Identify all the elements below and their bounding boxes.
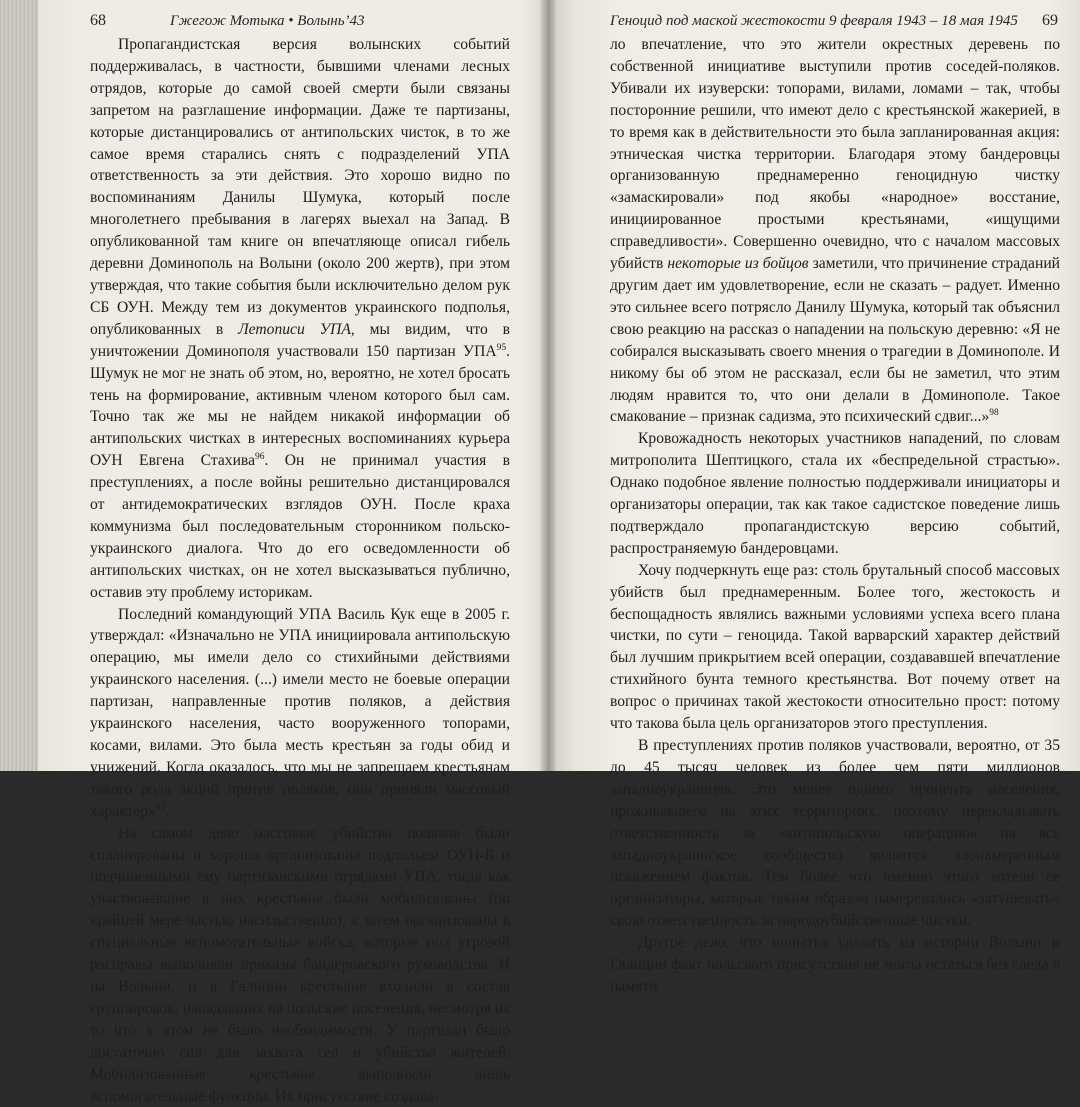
text-run: , мы видим, что в уничтожении Доминополя участвовали 150 партизан УПА: [90, 320, 510, 360]
paragraph: [610, 932, 1060, 998]
left-body-text: [90, 34, 510, 1107]
text-run: заметили, что причинение страданий другим дает им удовлетворение, если не сказать – радует. Именно это сильнее всего потрясло Данилу Шумука, который так объяснил свою реакцию на рассказ о нападении на польскую деревню: «Я не собирался высказывать своего мнения о трагедии в Доминополе. И никому бы об этом не рассказал, если бы не заметил, что этим людям нравится то, что они делали в Доминополе. Такое смакование – признак садизма, это психический сдвиг...»: [610, 255, 1061, 426]
text-run: В преступлениях против поляков участвовали, вероятно, от 35 до 45 тысяч человек из более чем пяти миллионов западноукраинцев. Это менее одного процента населения, проживавшего на этих территориях, поэтому перекладывать ответственность за «антипольскую операцию» на все западноукраинское сообщество является злонамеренным искажением фактов. Тем более что именно этого хотели ее организаторы, которые таким образом намеревались «затушевать» свою ответственность за народоубийственные чистки.: [610, 737, 1060, 930]
text-run: Пропагандистская версия волынских событий поддерживалась, в частности, бывшими членами лесных отрядов, которые до самой своей смерти были связаны запретом на разглашение информации. Даже те партизаны, которые дистанцировались от антипольских чисток, в то же самое время старались снять с подразделений УПА ответственность за эти действия. Это хорошо видно по воспоминаниям Данилы Шумука, который после многолетнего пребывания в лагерях выехал на Запад. В опубликованной там книге он впечатляюще описал гибель деревни Доминополь на Волыни (около 200 жертв), при этом утверждая, что такие события были исключительно делом рук СБ ОУН. Между тем из документов украинского подполья, опубликованных в: [90, 36, 510, 338]
right-body-text: [610, 34, 1060, 998]
text-run: Кровожадность некоторых участников нападений, по словам митрополита Шептицкого, стала их «беспредельной страстью». Однако подобное явление полностью поддерживали инициаторы и организаторы операции, так как такое садистское поведение лишь подтверждало пропагандистскую версию событий, распространяемую бандеровцами.: [610, 430, 1060, 557]
book-spine-shadow: [540, 0, 556, 771]
text-run: Последний командующий УПА Василь Кук еще в 2005 г. утверждал: «Изначально не УПА инициировала антипольскую операцию, мы имели дело со стихийными действиями украинского населения. (...) имели место не боевые операции партизан, направленные против поляков, а действия украинского населения, часто вооруженного топорами, косами, вилами. Это была месть крестьян за годы обид и унижений. Когда оказалось, что мы не запрещаем крестьянам такого рода акций против поляков, они приняли массовый характер»: [90, 605, 510, 820]
left-page-number: 68: [90, 12, 106, 29]
footnote-ref: 96: [255, 452, 265, 463]
italic-text: Летописи УПА: [238, 320, 351, 338]
paragraph: [90, 604, 510, 823]
paragraph: [90, 34, 510, 604]
footnote-ref: 97: [155, 802, 166, 813]
text-run: Другое дело, что попытка удалить из истории Волыни и Галиции факт польского присутствия не могла остаться без следа в памяти: [610, 934, 1060, 995]
right-running-head: [610, 8, 1060, 34]
text-run: . Шумук не мог не знать об этом, но, вероятно, не хотел бросать тень на формирование, активным членом которого был сам. Точно так же мы не найдем никакой информации об антипольских чистках в интересных воспоминаниях курьера ОУН Евгена Стахива: [90, 342, 510, 470]
paragraph: [610, 34, 1060, 428]
paragraph: [610, 560, 1060, 735]
text-run: На самом деле массовые убийства поляков были спланированы и хорошо организованы подпольем ОУН-Б и подчиненными ему партизанскими отрядами УПА, тогда как участвовавшие в них крестьяне были мобилизованы (по крайней мере частью насильственно), а затем организованы в специальные вспомогательные войска, которые под угрозой расправы выполняли приказы бандеровского руководства. И на Волыни, и в Галиции крестьяне входили в состав группировок, нападавших на польские поселения, несмотря на то что в этом не было необходимости. У партизан было достаточно сил для захвата сел и убийства жителей. Мобилизованные крестьяне выполняли лишь вспомогательные функции. Их присутствие создава-: [90, 824, 510, 1105]
footnote-ref: 95: [496, 342, 507, 353]
right-header-title: Геноцид под маской жестокости 9 февраля 1943 – 18 мая 1945: [610, 13, 1018, 29]
left-header-title: Гжегож Мотыка • Волынь’43: [170, 13, 365, 29]
paragraph: [90, 823, 510, 1107]
text-run: .: [165, 802, 170, 820]
left-running-head: [90, 8, 510, 34]
footnote-ref: 98: [989, 408, 999, 419]
text-run: Хочу подчеркнуть еще раз: столь брутальный способ массовых убийств был преднамеренным. Более того, жестокость и беспощадность являлись важными условиями успеха всего плана чистки, по сути – геноцида. Такой варварский характер действий был лучшим прикрытием всей операции, создававшей впечатление стихийного бунта темного крестьянства. Вот почему ответ на вопрос о причинах такой жестокости относительно прост: потому что такова была цель организаторов этого преступления.: [610, 561, 1060, 733]
paragraph: [610, 735, 1060, 932]
paragraph: [610, 428, 1060, 559]
right-page: [548, 0, 1080, 995]
text-run: . Он не принимал участия в преступлениях, а после войны решительно дистанцировался от антидемократических взглядов ОУН. После краха коммунизма был последовательным сторонником польско-украинского диалога. Что до его осведомленности об антипольских чистках, он не хотел высказываться публично, оставив эту проблему историкам.: [90, 452, 510, 601]
page-edges: [0, 0, 38, 771]
text-run: ло впечатление, что это жители окрестных деревень по собственной инициативе выступили против соседей-поляков. Убивали их изуверски: топорами, вилами, ломами – так, чтобы посторонние решили, что имеют дело с крестьянской жакерией, в то время как в действительности это была запланированная акция: этническая чистка территории. Благодаря этому бандеровцы организованную преднамеренно геноцидную чистку «замаскировали» под якобы «народное» восстание, инициированное простыми крестьянами, «ищущими справедливости». Совершенно очевидно, что с началом массовых убийств: [610, 36, 1060, 273]
right-page-number: 69: [1042, 12, 1058, 29]
italic-text: некоторые из бойцов: [667, 255, 809, 273]
